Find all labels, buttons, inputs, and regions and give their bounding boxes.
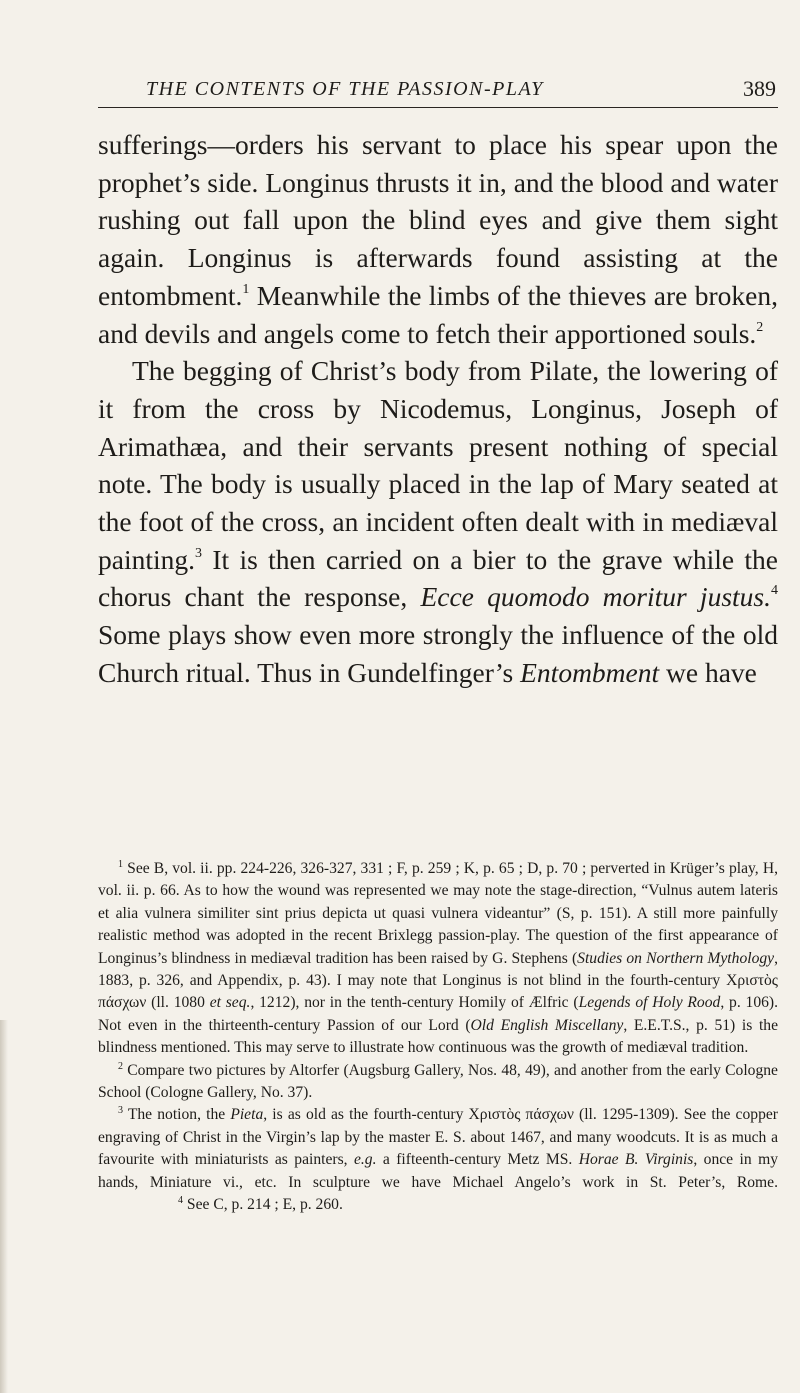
footnote-4 [158,1194,343,1216]
footnote-1-number: 1 [118,859,123,870]
paragraph-1 [98,126,778,352]
running-title: THE CONTENTS OF THE PASSION-PLAY [146,78,544,100]
footnote-ref-4: 4 [771,583,778,599]
p1-text: sufferings—orders his servant to place his spear upon the prophet’s side. Longinus thrusts it in, and the blood and water rushing out fall upon the blind eyes and give them sight again. Longinus is afterwards found assisting at the entombment. [98,129,778,311]
p1-text-cont: Meanwhile the limbs of the thieves are broken, and devils and angels come to fetch their apportioned souls. [98,279,778,349]
header-rule [98,107,778,108]
fn3-italic-1: Pieta [230,1106,264,1124]
fn1-italic-2: et seq. [209,994,251,1012]
fn3-italic-3: Horae B. Virginis [578,1151,694,1169]
footnote-3-number: 3 [118,1105,123,1117]
footnote-4-number: 4 [178,1195,183,1207]
fn3-text-3: a fifteenth-century Metz MS. [376,1151,579,1169]
fn1-italic-4: Old English Miscellany [470,1016,624,1034]
footnote-2 [98,1060,778,1105]
fn3-text-2: , is as old as the fourth-century Χριστὸς πάσχων (ll. 1295-1309). See the copper engraving of Christ in the Virgin’s lap by the master E. S. about 1467, and many woodcuts. It is as much a favourite with miniaturists as painters, [98,1106,778,1169]
footnote-3 [98,1104,778,1216]
footnote-1 [98,858,778,1060]
main-text [98,126,778,692]
p2-text-3: Some plays show even more strongly the influence of the old Church ritual. Thus in Gundelfinger’s [98,619,778,688]
fn2-text: Compare two pictures by Altorfer (Augsburg Gallery, Nos. 48, 49), and another from the early Cologne School (Cologne Gallery, No. 37). [98,1061,778,1102]
footnote-ref-1: 1 [242,281,250,297]
footnotes [98,858,778,1217]
play-title: Entombment [520,656,660,688]
fn3-text-1: The notion, the [127,1106,231,1124]
footnote-ref-2: 2 [756,319,764,335]
paragraph-2 [98,352,778,691]
fn3-text-4: , once in my hands, Miniature vi., etc. In sculpture we have Michael Angelo’s work in St. Peter’s, Rome. [98,1151,778,1191]
p2-text-1: The begging of Christ’s body from Pilate, the lowering of it from the cross by Nicodemus, Longinus, Joseph of Arimathæa, and their servants present nothing of special note. The body is usually placed in the lap of Mary seated at the foot of the cross, an incident often dealt with in mediæval painting. [98,355,778,575]
page-header [98,74,778,108]
page-number: 389 [743,76,776,101]
fn1-text-5: , E.E.T.S., p. 51) is the blindness mentioned. This may serve to illustrate how continuous was the growth of mediæval tradition. [98,1016,778,1057]
footnote-ref-3: 3 [195,545,203,561]
p2-text-4: we have [659,656,757,688]
fn1-text-2: , 1883, p. 326, and Appendix, p. 43). I may note that Longinus is not blind in the fourth-century Χριστὸς πάσχων (ll. 1080 [98,949,778,1012]
fn1-italic-3: Legends of Holy Rood [578,994,721,1012]
p2-text-2: It is then carried on a bier to the grave while the chorus chant the response, [98,543,778,613]
fn4-text: See C, p. 214 ; E, p. 260. [186,1196,343,1214]
fn3-italic-2: e.g. [353,1151,377,1169]
fn1-text-4: , p. 106). Not even in the thirteenth-century Passion of our Lord ( [98,994,779,1034]
fn1-text-3: , 1212), nor in the tenth-century Homily of Ælfric ( [250,994,579,1012]
latin-response: Ecce quomodo moritur justus. [420,581,771,613]
footnote-2-number: 2 [118,1060,123,1072]
fn1-italic-1: Studies on Northern Mythology [577,949,775,967]
page-edge-shadow [0,1020,8,1393]
fn1-text-1: See B, vol. ii. pp. 224-226, 326-327, 331 ; F, p. 259 ; K, p. 65 ; D, p. 70 ; perverted in Krüger’s play, H, vol. ii. p. 66. As to how the wound was represented we may note the stage-direction, “Vulnus autem lateris et alia vulnera similiter sint prius depicta ut quasi vulnera videantur” (S, p. 151). A still more painfully realistic method was adopted in the recent Brixlegg passion-play. The question of the first appearance of Longinus’s blindness in mediæval tradition has been raised by G. Stephens ( [98,860,778,967]
